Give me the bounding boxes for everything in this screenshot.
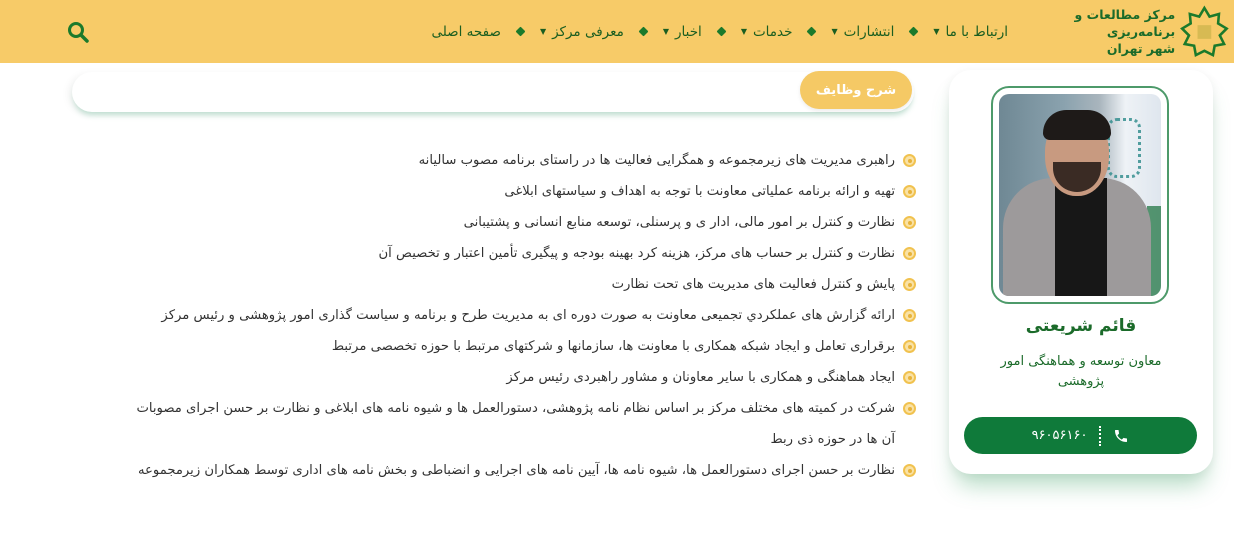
caret-down-icon: ▼ (539, 27, 547, 36)
list-item (126, 238, 916, 269)
phone-icon (1113, 428, 1129, 444)
tehran-emblem-icon (1177, 1, 1232, 63)
nav-item-about[interactable] (536, 24, 628, 40)
duty-text: شرکت در کمیته های مختلف مرکز بر اساس نظام نامه پژوهشی، دستورالعمل ها و شیوه نامه های ابلاغی و نظارت بر حسن اجرای مصوبات آن ها در حوزه ذی ربط (136, 401, 895, 447)
nav-item-publications[interactable] (827, 24, 898, 40)
list-item (126, 455, 916, 486)
search-icon (66, 20, 90, 44)
list-item (126, 362, 916, 393)
background-emblem (1107, 118, 1141, 178)
phone-divider (1099, 426, 1101, 446)
nav-label: ارتباط با ما (945, 23, 1008, 40)
nav-item-news[interactable] (659, 24, 706, 40)
nav-separator-dot (807, 27, 817, 37)
caret-down-icon: ▼ (740, 27, 747, 36)
nav-label: خدمات (752, 23, 793, 40)
nav-label: اخبار (675, 23, 702, 40)
list-item (126, 331, 916, 362)
nav-separator-dot (638, 27, 648, 37)
duty-text: نظارت و کنترل بر حساب های مرکز، هزینه کرد بهینه بودجه و پیگیری تأمین اعتبار و تخصیص آن (378, 246, 895, 261)
nav-label: صفحه اصلی (431, 23, 501, 40)
duty-text: راهبری مدیریت های زیرمجموعه و همگرایی فعالیت ها در راستای برنامه مصوب سالیانه (418, 153, 895, 168)
nav-separator-dot (909, 27, 919, 37)
duty-text: تهیه و ارائه برنامه عملیاتی معاونت با توجه به اهداف و سیاستهای ابلاغی (504, 184, 895, 199)
bullet-icon (903, 402, 916, 415)
site-logo[interactable] (1022, 0, 1234, 63)
list-item (126, 300, 916, 331)
search-button[interactable] (66, 20, 90, 44)
logo-text (1022, 6, 1175, 57)
duty-text: پایش و کنترل فعالیت های مدیریت های تحت نظارت (611, 277, 895, 292)
nav-item-services[interactable] (737, 24, 797, 40)
duty-text: نظارت و کنترل بر امور مالی، ادار ی و پرسنلی، توسعه منابع انسانی و پشتیبانی (463, 215, 895, 230)
profile-photo-frame (991, 86, 1169, 304)
duty-text: نظارت بر حسن اجرای دستورالعمل ها، شیوه نامه ها، آیین نامه های اجرایی و انضباطی و بخش نامه های اداری توسط همکاران زیرمجموعه (137, 463, 895, 478)
profile-card (949, 70, 1213, 474)
bullet-icon (903, 247, 916, 260)
nav-label: معرفی مرکز (552, 23, 624, 40)
duty-text: ارائه گزارش های عملکردي تجمیعی معاونت به صورت دوره ای به مدیریت طرح و برنامه و سیاست گذاری امور پژوهشی و رئیس مرکز (161, 308, 895, 323)
list-item (126, 145, 916, 176)
duty-text: برقراری تعامل و ایجاد شبکه همکاری با معاونت ها، سازمانها و شرکتهای مرتبط با حوزه تخصصی مرتبط (331, 339, 895, 354)
caret-down-icon: ▼ (831, 27, 838, 36)
site-header (0, 0, 1234, 63)
nav-label: انتشارات (843, 23, 895, 40)
nav-item-home[interactable] (427, 24, 504, 40)
phone-button[interactable] (964, 417, 1197, 454)
nav-item-contact[interactable] (929, 24, 1012, 40)
tab-job-description[interactable]: شرح وظایف (800, 71, 912, 109)
person-name: قائم شریعتی (1025, 316, 1137, 336)
logo-line-2: شهر تهران (1106, 41, 1176, 56)
bullet-icon (903, 278, 916, 291)
list-item (126, 393, 916, 455)
list-item (126, 207, 916, 238)
nav-separator-dot (716, 27, 726, 37)
bullet-icon (903, 154, 916, 167)
duty-text: ایجاد هماهنگی و همکاری با سایر معاونان و مشاور راهبردی رئیس مرکز (506, 370, 895, 385)
bullet-icon (903, 185, 916, 198)
caret-down-icon: ▼ (933, 27, 940, 36)
bullet-icon (903, 464, 916, 477)
list-item (126, 269, 916, 300)
bullet-icon (903, 216, 916, 229)
duties-tab-bar (72, 72, 914, 112)
phone-number: ۹۶۰۵۶۱۶۰ (1031, 428, 1088, 443)
bullet-icon (903, 371, 916, 384)
bullet-icon (903, 340, 916, 353)
photo-hair (1043, 110, 1111, 140)
person-role: معاون توسعه و هماهنگی امور پژوهشی (1000, 354, 1162, 389)
nav-separator-dot (515, 27, 525, 37)
bullet-icon (903, 309, 916, 322)
list-item (126, 176, 916, 207)
duties-list (126, 145, 916, 486)
main-nav (427, 0, 1012, 63)
logo-line-1: مرکز مطالعات و برنامه‌ریزی (1074, 7, 1176, 39)
profile-photo (999, 94, 1161, 296)
caret-down-icon: ▼ (662, 27, 669, 36)
